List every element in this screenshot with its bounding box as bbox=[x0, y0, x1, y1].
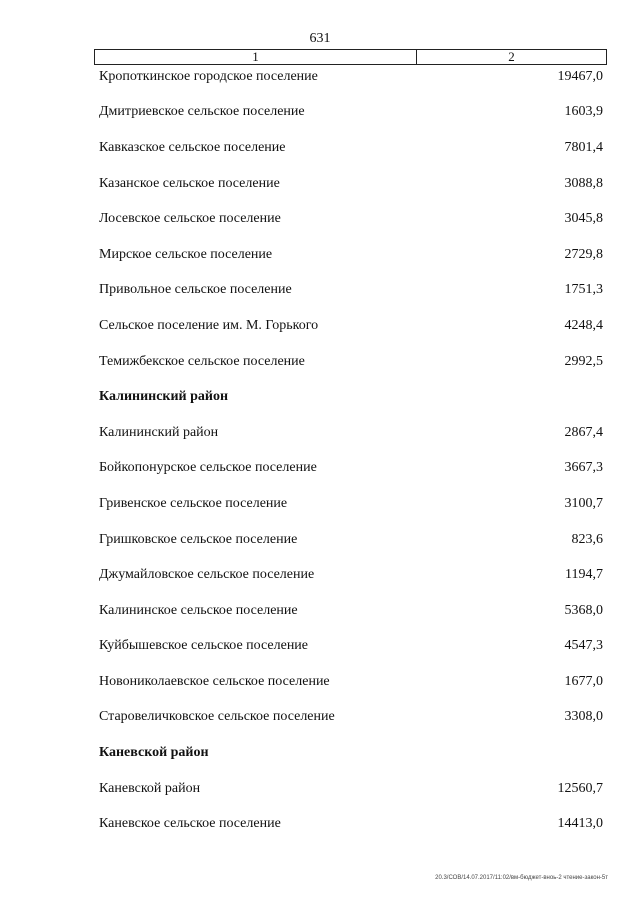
table-row bbox=[99, 273, 603, 309]
page-number: 631 bbox=[309, 31, 331, 46]
table-row bbox=[99, 486, 603, 522]
table-row bbox=[99, 344, 603, 380]
amount-value: 4248,4 bbox=[564, 317, 603, 333]
table-row bbox=[99, 451, 603, 487]
amount-value: 3100,7 bbox=[564, 495, 603, 511]
amount-value: 4547,3 bbox=[564, 638, 603, 654]
section-heading: Калининский район bbox=[99, 389, 229, 405]
settlement-name: Новониколаевское сельское поселение bbox=[99, 673, 330, 689]
table-row bbox=[99, 130, 603, 166]
amount-value: 3667,3 bbox=[564, 460, 603, 476]
table-row bbox=[99, 593, 603, 629]
amount-value: 1603,9 bbox=[564, 104, 603, 120]
table-row bbox=[99, 664, 603, 700]
amount-value: 823,6 bbox=[571, 531, 603, 547]
settlement-name: Дмитриевское сельское поселение bbox=[99, 104, 305, 120]
amount-value: 7801,4 bbox=[564, 139, 603, 155]
table-row bbox=[99, 237, 603, 273]
amount-value: 1751,3 bbox=[564, 282, 603, 298]
table-body bbox=[99, 59, 603, 842]
column-header-1: 1 bbox=[95, 50, 417, 64]
amount-value: 3308,0 bbox=[564, 709, 603, 725]
section-heading-row bbox=[99, 379, 603, 415]
settlement-name: Кропоткинское городское поселение bbox=[99, 68, 318, 84]
section-heading: Каневской район bbox=[99, 745, 209, 761]
settlement-name: Калининский район bbox=[99, 424, 219, 440]
column-header-2: 2 bbox=[508, 49, 515, 64]
settlement-name: Калининское сельское поселение bbox=[99, 602, 298, 618]
amount-value: 5368,0 bbox=[564, 602, 603, 618]
section-heading-row bbox=[99, 735, 603, 771]
settlement-name: Каневское сельское поселение bbox=[99, 816, 281, 832]
settlement-name: Старовеличковское сельское поселение bbox=[99, 709, 335, 725]
settlement-name: Гришковское сельское поселение bbox=[99, 531, 298, 547]
amount-value: 3045,8 bbox=[564, 211, 603, 227]
amount-value: 19467,0 bbox=[557, 68, 603, 84]
table-row bbox=[99, 59, 603, 95]
amount-value: 12560,7 bbox=[557, 780, 603, 796]
table-row bbox=[99, 522, 603, 558]
amount-value: 2729,8 bbox=[564, 246, 603, 262]
amount-value: 2992,5 bbox=[564, 353, 603, 369]
settlement-name: Казанское сельское поселение bbox=[99, 175, 280, 191]
settlement-name: Сельское поселение им. М. Горького bbox=[99, 317, 319, 333]
settlement-name: Бойкопонурское сельское поселение bbox=[99, 460, 317, 476]
footer-stamp: 20.3/СОВ/14.07.2017/11:02/вм-бюджет-вноь-2 чтение-закон-5т bbox=[435, 875, 608, 881]
settlement-name: Каневской район bbox=[99, 780, 201, 796]
amount-value: 3088,8 bbox=[564, 175, 603, 191]
amount-value: 14413,0 bbox=[557, 816, 603, 832]
table-row bbox=[99, 308, 603, 344]
settlement-name: Привольное сельское поселение bbox=[99, 282, 292, 298]
amount-value: 2867,4 bbox=[564, 424, 603, 440]
settlement-name: Кавказское сельское поселение bbox=[99, 139, 286, 155]
table-row bbox=[99, 95, 603, 131]
table-row bbox=[99, 700, 603, 736]
settlement-name: Темижбекское сельское поселение bbox=[99, 353, 305, 369]
table-row bbox=[99, 415, 603, 451]
table-row bbox=[99, 629, 603, 665]
settlement-name: Гривенское сельское поселение bbox=[99, 495, 288, 511]
settlement-name: Лосевское сельское поселение bbox=[99, 211, 281, 227]
amount-value: 1194,7 bbox=[565, 567, 603, 583]
table-row bbox=[99, 771, 603, 807]
table-row bbox=[99, 557, 603, 593]
table-row bbox=[99, 806, 603, 842]
amount-value: 1677,0 bbox=[564, 673, 603, 689]
settlement-name: Джумайловское сельское поселение bbox=[99, 567, 315, 583]
table-row bbox=[99, 166, 603, 202]
table-row bbox=[99, 201, 603, 237]
settlement-name: Мирское сельское поселение bbox=[99, 246, 273, 262]
settlement-name: Куйбышевское сельское поселение bbox=[99, 638, 309, 654]
